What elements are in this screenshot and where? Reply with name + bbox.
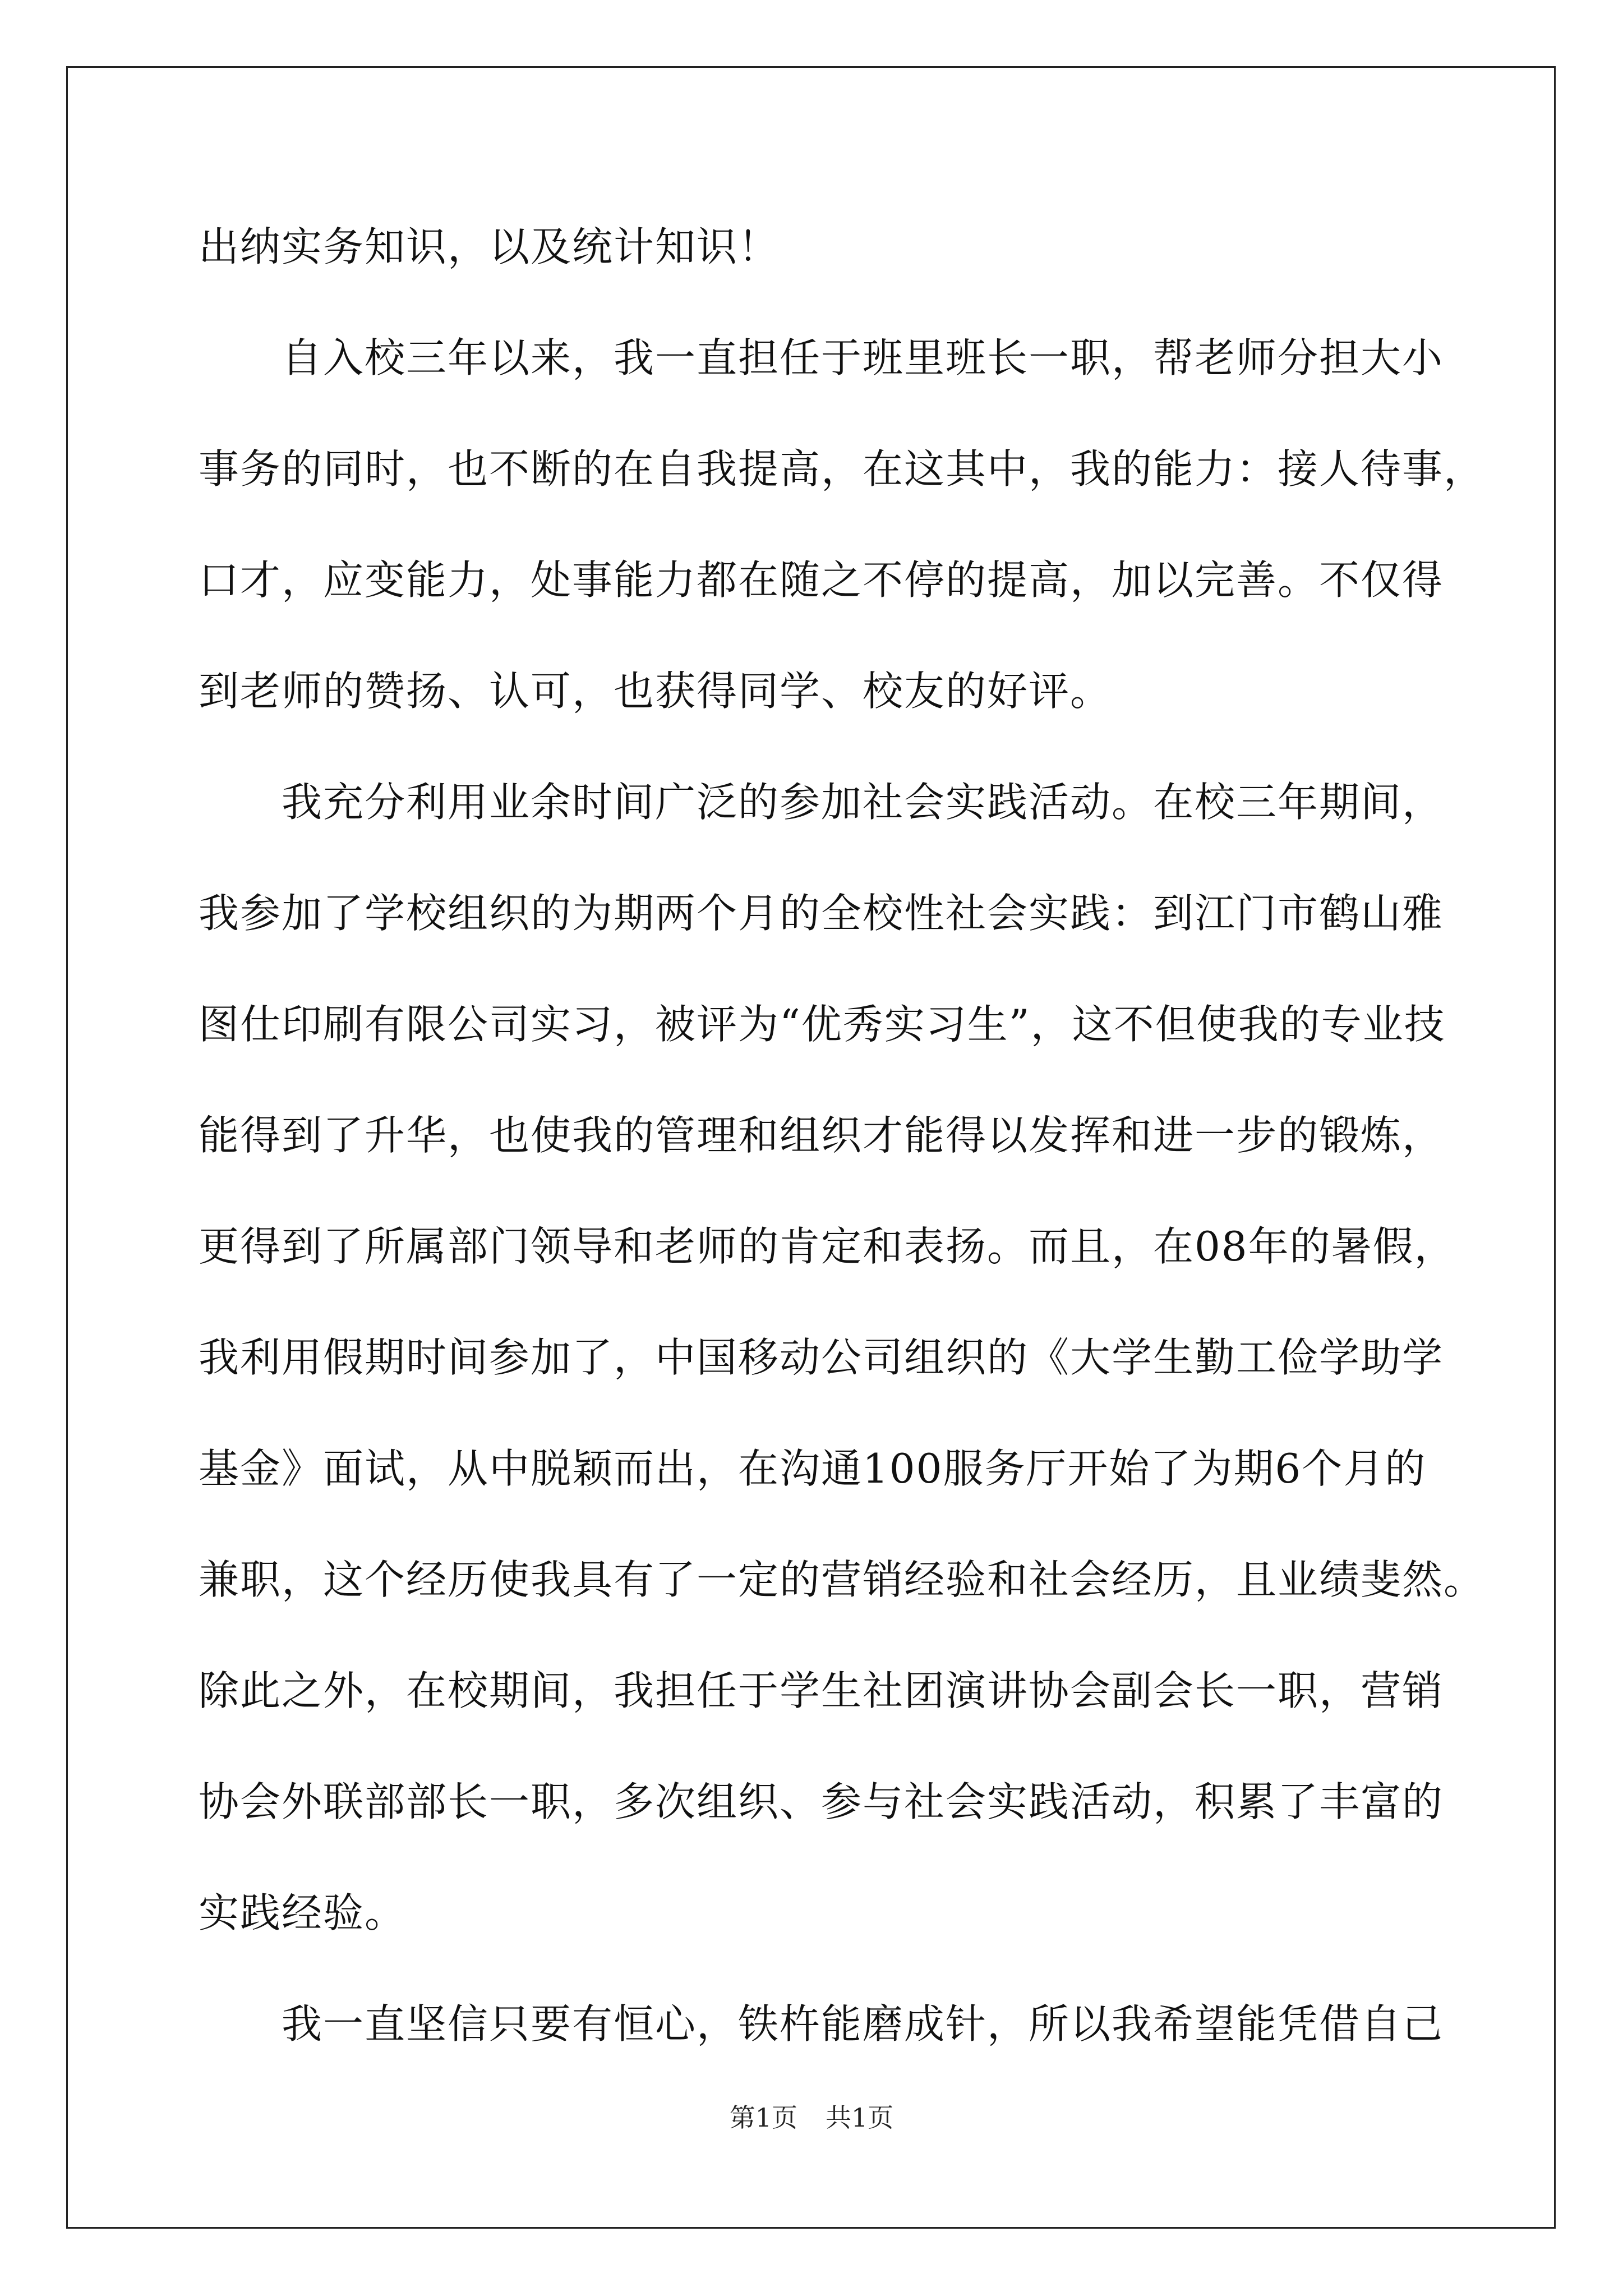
text-line: 出纳实务知识，以及统计知识！ — [199, 223, 780, 270]
page-number-current: 第1页 — [729, 2102, 797, 2133]
text-line: 到老师的赞扬、认可，也获得同学、校友的好评。 — [199, 668, 1112, 715]
page-footer — [0, 2101, 1623, 2134]
text-line: 基金》面试，从中脱颖而出，在沟通100服务厅开始了为期6个月的 — [199, 1445, 1427, 1492]
text-line: 我充分利用业余时间广泛的参加社会实践活动。在校三年期间， — [282, 779, 1444, 826]
text-line: 自入校三年以来，我一直担任于班里班长一职，帮老师分担大小 — [282, 334, 1444, 381]
text-line: 口才，应变能力，处事能力都在随之不停的提高，加以完善。不仅得 — [199, 556, 1444, 604]
text-line: 事务的同时，也不断的在自我提高，在这其中，我的能力：接人待事， — [199, 445, 1486, 493]
text-line: 我利用假期时间参加了，中国移动公司组织的《大学生勤工俭学助学 — [199, 1334, 1444, 1381]
text-line: 实践经验。 — [199, 1889, 407, 1936]
text-line: 兼职，这个经历使我具有了一定的营销经验和社会经历，且业绩斐然。 — [199, 1556, 1486, 1603]
page-number-total: 共1页 — [826, 2102, 894, 2133]
text-line: 图仕印刷有限公司实习，被评为“优秀实习生”，这不但使我的专业技 — [199, 1001, 1446, 1048]
text-line: 更得到了所属部门领导和老师的肯定和表扬。而且，在08年的暑假， — [199, 1223, 1456, 1270]
text-line: 除此之外，在校期间，我担任于学生社团演讲协会副会长一职，营销 — [199, 1667, 1444, 1714]
text-line: 协会外联部部长一职，多次组织、参与社会实践活动，积累了丰富的 — [199, 1778, 1444, 1825]
text-line: 我一直坚信只要有恒心，铁杵能磨成针，所以我希望能凭借自己 — [282, 2000, 1444, 2047]
text-line: 能得到了升华，也使我的管理和组织才能得以发挥和进一步的锻炼， — [199, 1112, 1444, 1159]
text-line: 我参加了学校组织的为期两个月的全校性社会实践：到江门市鹤山雅 — [199, 890, 1444, 937]
